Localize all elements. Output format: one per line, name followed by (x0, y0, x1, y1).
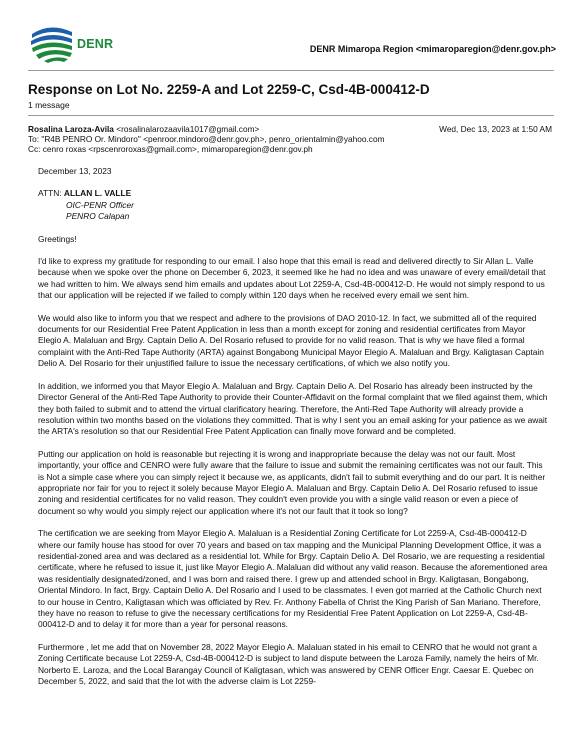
letter-date: December 13, 2023 (38, 166, 112, 176)
attn-title: OIC-PENR Officer (66, 199, 134, 210)
to-line: To: "R4B PENRO Or. Mindoro" <penroor.mindoro@denr.gov.ph>, penro_orientalmin@yahoo.com (28, 134, 385, 144)
paragraph: Putting our application on hold is reasonable but rejecting it is wrong and inappropriate because the delay was not our fault. Most importantly, your office and CENRO were fully aware that the failure to issue and submit the remaining certificates was not our fault. This is Not a simple case where you can simply reject it because we, as applicants, didn't fail to submit everything and do our part. It is neither appropriate nor fair for you to reject it solely because Mayor Elegio A. Malaluan and Brgy. Captain Delio A. Del Rosario refused to issue zoning and residential certificates for no valid reason. They couldn't even provide you with a single valid reason or even a piece of document so why would you simply reject our application where it's not our fault that it took so long? (38, 448, 546, 516)
sender-line (28, 124, 259, 134)
cc-line: Cc: cenro roxas <rpscenroroxas@gmail.com>, mimaroparegion@denr.gov.ph (28, 144, 313, 154)
paragraph: I'd like to express my gratitude for responding to our email. I also hope that this email is read and delivered directly to Sir Allan L. Valle because when we spoke over the phone on December 6, 2023, it seemed like he had no idea and was unaware of every email/detail that we had written to him. We always send him emails and updates about Lot 2259-A, Csd-4B-000412-D. He would not simply respond to us that our application will be rejected if we failed to comply within 120 days when he received every email we sent him. (38, 256, 546, 301)
attn-name: ALLAN L. VALLE (63, 188, 132, 199)
email-subject: Response on Lot No. 2259-A and Lot 2259-C, Csd-4B-000412-D (28, 82, 430, 97)
letter-body (38, 166, 550, 698)
header-divider (28, 70, 554, 71)
sent-date: Wed, Dec 13, 2023 at 1:50 AM (439, 124, 552, 134)
denr-logo-text: DENR (77, 37, 114, 51)
paragraph: The certification we are seeking from Mayor Elegio A. Malaluan is a Residential Zoning Certificate for Lot 2259-A, Csd-4B-000412-D where our family house has stood for over 70 years and based on tax mapping and the Municipal Planning Development Office, it was a residential-zoned area and was declared as a residential lot. While for Brgy. Captain Delio A. Del Rosario, we are requesting a residential certificate, where he refused to issue it, just like Mayor Elegio A. Malaluan did without any valid reason. Because the aforementioned area was residentially designated/zoned, and I was born and raised there. I grew up and attended school in Brgy. Kaligtasan, Bongabong, Oriental Mindoro. In fact, Brgy. Captain Delio A. Del Rosario and I used to be classmates. I even got married at the Catholic Church next to our house in Centro, Kaligtasan which was officiated by Rev. Fr. Anthony Fabella of Christ the King Parish of San Mariano. Therefore, they have no reason to refuse to give the necessary certifications for my Residential Free Patent Application on Lot 2259-A, Csd-4B-000412-D and to delay it for more than a year for personal reasons. (38, 528, 548, 630)
paragraph: In addition, we informed you that Mayor Elegio A. Malaluan and Brgy. Captain Delio A. Del Rosario has already been instructed by the Director General of the Anti-Red Tape Authority to provide their Counter-Affidavit on the formal complaint that we filed against them, which they both failed to submit and to attend the virtual clarificatory hearing. Therefore, the Anti-Red Tape Authority will already provide a resolution within two months based on the violations they committed. That is why I sent you an email asking for your patience as we await the ARTA's resolution so that our Residential Free Patent Application can finally move forward and be completed. (38, 380, 548, 437)
greeting: Greetings! (38, 233, 77, 244)
mailbox-account: DENR Mimaropa Region <mimaroparegion@denr.gov.ph> (309, 44, 556, 54)
paragraph: Furthermore , let me add that on November 28, 2022 Mayor Elegio A. Malaluan stated in his email to CENRO that he would not grant a Zoning Certificate because Lot 2259-A, Csd-4B-000412-D is subject to land dispute between the Laroza Family, namely the heirs of Mr. Norberto E. Laroza, and the Local Barangay Council of Kaligtasan, which was answered by CENR Officer Engr. Caesar E. Quebec on December 5, 2022, and said that the lot with the adverse claim is Lot 2259- (38, 641, 539, 687)
message-count: 1 message (28, 100, 70, 110)
attn-label: ATTN: (38, 188, 62, 199)
attn-office: PENRO Calapan (66, 211, 130, 222)
attention-line (38, 188, 550, 199)
sender-email[interactable]: <rosalinalarozaavila1017@gmail.com> (116, 124, 260, 134)
attention-block (38, 188, 550, 222)
email-header (28, 24, 558, 64)
subject-divider (28, 115, 554, 116)
paragraph: We would also like to inform you that we respect and adhere to the provisions of DAO 2010-12. In fact, we submitted all of the required documents for our Residential Free Patent Application in less than a month except for zoning and residential certificates from Mayor Elegio A. Malaluan and Brgy. Captain Delio A. Del Rosario refused to provide for no valid reason. That is why we have filed a formal complaint with the Anti-Red Tape Authority (ARTA) against Bongabong Municipal Mayor Elegio A. Malaluan and Brgy. Kaligtasan Captain Delio A. Del Rosario for their unjustified failure to issue the necessary certifications, of which we also notify you. (38, 312, 544, 369)
sender-name: Rosalina Laroza-Avila (28, 124, 114, 134)
